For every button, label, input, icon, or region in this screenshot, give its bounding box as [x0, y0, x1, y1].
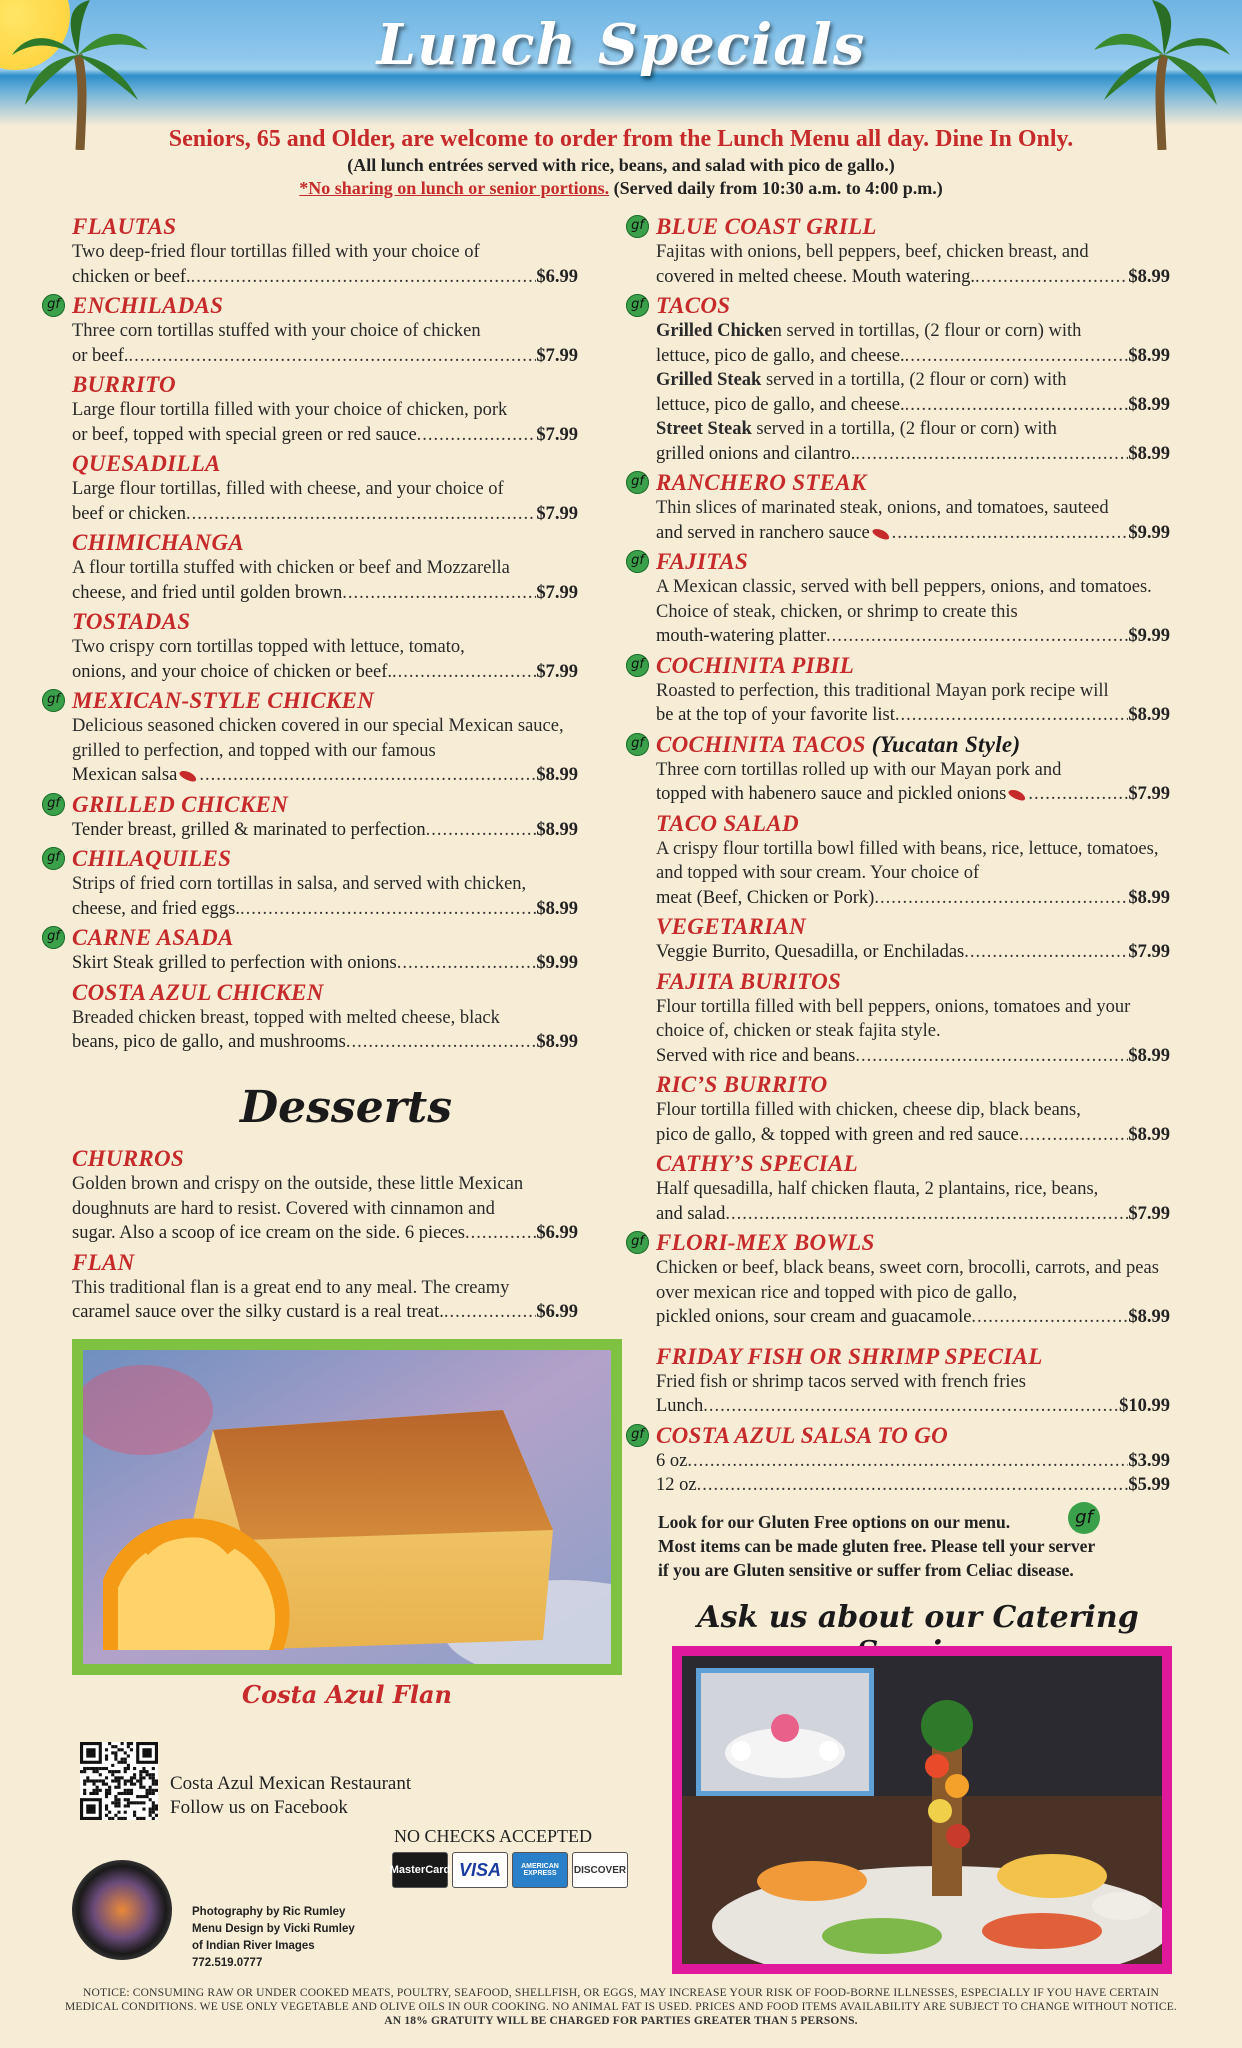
item-name-text: VEGETARIAN	[656, 914, 806, 939]
gluten-free-icon: gf	[626, 471, 649, 494]
leader-dots	[892, 521, 1129, 546]
taco-option-desc: n served in tortillas, (2 flour or corn) with	[772, 321, 1082, 341]
serving-hours	[0, 178, 1242, 199]
gluten-free-icon: gf	[626, 654, 649, 677]
item-name: FLAN	[72, 1249, 135, 1275]
item-price: $8.99	[1128, 1124, 1170, 1145]
item-name-text: MEXICAN-STYLE CHICKEN	[72, 688, 375, 713]
menu-item	[631, 214, 1170, 289]
item-name	[72, 792, 578, 818]
item-name-text: QUESADILLA	[72, 451, 221, 476]
price-line	[656, 344, 1170, 369]
price-line	[656, 703, 1170, 728]
item-last-line: Lunch	[656, 1396, 704, 1416]
leader-dots	[826, 624, 1128, 649]
menu-item	[631, 731, 1170, 807]
item-price: $8.99	[1128, 394, 1170, 415]
entrees-note: (All lunch entrées served with rice, beans, and salad with pico de gallo.)	[347, 155, 895, 175]
price-line	[656, 1473, 1170, 1498]
leader-dots	[444, 1300, 536, 1325]
price-line	[656, 1044, 1170, 1069]
item-price: $8.99	[536, 898, 578, 919]
item-last-line: beef or chicken	[72, 503, 187, 524]
gluten-free-icon: gf	[42, 926, 65, 949]
item-last-line: chicken or beef.	[72, 266, 191, 287]
price-line	[656, 521, 1170, 546]
item-last-line: pico de gallo, & topped with green and red sauce	[656, 1124, 1019, 1145]
item-last-line: Served with rice and beans	[656, 1045, 856, 1066]
price-line	[656, 782, 1170, 807]
page-title: Lunch Specials	[376, 12, 866, 78]
leader-dots	[855, 1044, 1128, 1069]
menu-item	[656, 811, 1170, 911]
restaurant-name: Costa Azul Mexican Restaurant	[170, 1773, 412, 1794]
leader-dots	[417, 423, 537, 448]
item-name-text: COCHINITA PIBIL	[656, 652, 855, 678]
item-price: $8.99	[536, 765, 578, 785]
item-last-line: 12 oz	[656, 1475, 697, 1495]
item-price: $8.99	[536, 819, 578, 840]
gratuity-notice: AN 18% GRATUITY WILL BE CHARGED FOR PARTIES GREATER THAN 5 PERSONS.	[384, 2015, 858, 2027]
item-name-text: FLORI-MEX BOWLS	[656, 1230, 875, 1255]
item-name	[72, 530, 578, 556]
menu-item	[656, 914, 1170, 965]
item-price: $7.99	[1128, 1203, 1170, 1224]
gf-note-line: Look for our Gluten Free options on our menu.	[658, 1512, 1011, 1532]
item-last-line: and served in ranchero sauce	[656, 522, 870, 543]
gluten-free-icon: gf	[626, 733, 649, 756]
price-line	[72, 897, 578, 922]
chili-pepper-icon	[1008, 788, 1028, 803]
item-last-line: Tender breast, grilled & marinated to perfection	[72, 819, 426, 840]
item-name-text: TOSTADAS	[72, 609, 191, 634]
visa-icon: VISA	[452, 1852, 508, 1888]
item-name	[656, 1423, 1170, 1449]
item-price: $7.99	[536, 503, 578, 524]
leader-dots	[465, 1221, 536, 1246]
item-last-line: cheese, and fried eggs.	[72, 898, 240, 919]
served-daily-note: (Served daily from 10:30 a.m. to 4:00 p.m.)	[609, 178, 943, 198]
leader-dots	[397, 951, 537, 976]
dessert-item	[72, 1146, 578, 1246]
leader-dots	[971, 1305, 1128, 1330]
leader-dots	[895, 703, 1128, 728]
leader-dots	[191, 265, 537, 290]
item-name-text: COSTA AZUL CHICKEN	[72, 979, 324, 1005]
chili-pepper-icon	[178, 769, 198, 784]
item-name-text: FAJITAS	[656, 549, 749, 574]
item-name-text: GRILLED CHICKEN	[72, 791, 289, 817]
item-price: $8.99	[1128, 1045, 1170, 1066]
item-name	[656, 969, 1170, 995]
table-setting-illustration	[701, 1673, 869, 1791]
item-description: Half quesadilla, half chicken flauta, 2 plantains, rice, beans,	[656, 1179, 1099, 1199]
price-line	[656, 624, 1170, 649]
item-name	[656, 732, 1170, 758]
item-description: Two deep-fried flour tortillas filled with your choice of	[72, 242, 480, 262]
item-price: $5.99	[1128, 1475, 1170, 1495]
no-sharing-note: *No sharing on lunch or senior portions.	[299, 178, 610, 198]
item-price: $6.99	[536, 266, 578, 287]
price-line	[72, 423, 578, 448]
item-description: Flour tortilla filled with chicken, cheese dip, black beans,	[656, 1100, 1081, 1120]
price-line	[656, 1449, 1170, 1474]
taco-option-name: Street Steak	[656, 419, 752, 439]
right-menu-column	[631, 214, 1170, 1502]
price-line	[656, 393, 1170, 418]
item-name-text: TACO SALAD	[656, 810, 799, 836]
dessert-item	[72, 1250, 578, 1325]
price-line	[72, 1030, 578, 1055]
chili-pepper-icon	[871, 526, 891, 541]
menu-item	[72, 214, 578, 289]
price-line	[656, 940, 1170, 965]
mastercard-icon: MasterCard	[392, 1852, 448, 1888]
item-description: Chicken or beef, black beans, sweet corn, brocolli, carrots, and peas over mexican rice and topped with pico de gallo,	[656, 1258, 1159, 1303]
item-name	[656, 1151, 1170, 1177]
item-name-text: CHILAQUILES	[72, 846, 232, 871]
item-price: $3.99	[1128, 1450, 1170, 1471]
design-credit: Menu Design by Vicki Rumley	[192, 1923, 355, 1935]
gluten-free-icon: gf	[626, 215, 649, 238]
item-price: $9.99	[1128, 626, 1170, 646]
item-name	[656, 653, 1170, 679]
item-last-line: sugar. Also a scoop of ice cream on the side. 6 pieces	[72, 1223, 466, 1243]
item-name	[656, 214, 1170, 240]
item-last-line: onions, and your choice of chicken or beef.	[72, 661, 393, 682]
leader-dots	[426, 818, 537, 843]
item-description: Two crispy corn tortillas topped with lettuce, tomato,	[72, 637, 465, 657]
item-name	[72, 293, 578, 319]
price-line	[72, 344, 578, 369]
item-price: $7.99	[536, 345, 578, 366]
item-name	[72, 372, 578, 398]
menu-item	[656, 1151, 1170, 1226]
photo-credit: Photography by Ric Rumley	[192, 1906, 346, 1918]
item-name	[72, 609, 578, 635]
left-menu-column	[47, 214, 578, 1059]
leader-dots	[129, 344, 537, 369]
leader-dots	[186, 502, 536, 527]
price-line	[656, 1394, 1170, 1419]
health-notice: NOTICE: CONSUMING RAW OR UNDER COOKED MEATS, POULTRY, SEAFOOD, SHELLFISH, OR EGGS, MAY INCREASE YOUR RISK OF FOOD-BORNE ILLNESSES, ESPECIALLY IF YOU HAVE CERTAIN MEDICAL CONDITIONS. WE USE ONLY VEGETABLE AND OLIVE OILS IN OUR COOKING. NO ANIMAL FAT IS USED. PRICES AND FOOD ITEMS AVAILABILITY ARE SUBJECT TO CHANGE WITHOUT NOTICE.	[65, 1987, 1177, 2013]
taco-option-desc: served in a tortilla, (2 flour or corn) with	[751, 419, 1057, 439]
amex-icon: AMERICAN EXPRESS	[512, 1852, 568, 1888]
item-description: Delicious seasoned chicken covered in our special Mexican sauce, grilled to perfection, and topped with our famous	[72, 716, 564, 761]
item-price: $7.99	[536, 661, 578, 682]
item-name	[72, 688, 578, 714]
item-description: A Mexican classic, served with bell peppers, onions, and tomatoes. Choice of steak, chicken, or shrimp to create this	[656, 577, 1152, 622]
item-description: Strips of fried corn tortillas in salsa, and served with chicken,	[72, 874, 527, 894]
price-line	[656, 1202, 1170, 1227]
item-last-line: or beef.	[72, 345, 129, 366]
menu-item	[47, 688, 578, 788]
item-price: $8.99	[1128, 705, 1170, 725]
item-description: Thin slices of marinated steak, onions, and tomatoes, sauteed	[656, 498, 1109, 518]
gluten-free-icon: gf	[1068, 1502, 1100, 1534]
item-name-text: CARNE ASADA	[72, 925, 234, 950]
item-name	[656, 293, 1170, 319]
desserts-heading: Desserts	[240, 1082, 452, 1133]
price-line	[72, 951, 578, 976]
catering-inset-photo	[696, 1668, 874, 1796]
price-line	[72, 763, 578, 788]
item-name	[656, 470, 1170, 496]
item-description: Large flour tortilla filled with your choice of chicken, pork	[72, 400, 508, 420]
leader-dots	[975, 265, 1128, 290]
price-line	[656, 1123, 1170, 1148]
menu-item	[631, 1230, 1170, 1330]
leader-dots	[392, 660, 536, 685]
item-name-text: TACOS	[656, 293, 731, 318]
menu-item	[656, 1344, 1170, 1419]
item-price: $7.99	[536, 582, 578, 603]
item-name	[72, 451, 578, 477]
item-description: This traditional flan is a great end to any meal. The creamy	[72, 1277, 510, 1298]
leader-dots	[342, 581, 536, 606]
menu-item	[631, 1422, 1170, 1498]
leader-dots	[199, 763, 536, 788]
price-line	[72, 265, 578, 290]
item-last-line: and salad	[656, 1203, 726, 1224]
price-line	[72, 660, 578, 685]
item-price: $9.99	[1128, 522, 1170, 543]
menu-item	[72, 451, 578, 526]
flan-illustration	[83, 1350, 611, 1664]
item-price: $8.99	[1128, 345, 1170, 366]
gluten-free-icon: gf	[42, 847, 65, 870]
item-price: $8.99	[536, 1032, 578, 1052]
no-checks-note: NO CHECKS ACCEPTED	[394, 1826, 593, 1846]
item-last-line: topped with habenero sauce and pickled onions	[656, 784, 1007, 804]
item-last-line: grilled onions and cilantro.	[656, 443, 856, 464]
leader-dots	[703, 1394, 1119, 1419]
leader-dots	[905, 344, 1129, 369]
item-name	[656, 549, 1170, 575]
item-last-line: cheese, and fried until golden brown	[72, 582, 343, 603]
beach-banner	[0, 0, 1242, 126]
catering-photo	[672, 1646, 1172, 1974]
leader-dots	[687, 1449, 1128, 1474]
taco-option-name: Grilled Chicke	[656, 321, 773, 341]
item-last-line: Mexican salsa	[72, 765, 178, 785]
menu-item	[656, 1072, 1170, 1147]
item-price: $8.99	[1128, 887, 1170, 908]
gluten-free-icon: gf	[626, 294, 649, 317]
price-line	[72, 502, 578, 527]
seniors-note: Seniors, 65 and Older, are welcome to order from the Lunch Menu all day. Dine In Only.	[168, 126, 1074, 152]
menu-item	[47, 846, 578, 921]
leader-dots	[346, 1030, 537, 1055]
item-name	[72, 846, 578, 872]
flan-photo	[72, 1339, 622, 1675]
item-last-line: Veggie Burrito, Quesadilla, or Enchiladas	[656, 942, 965, 962]
item-name-suffix: (Yucatan Style)	[865, 731, 1021, 757]
item-last-line: Skirt Steak grilled to perfection with onions	[72, 953, 397, 973]
item-description: Roasted to perfection, this traditional Mayan pork recipe will	[656, 680, 1109, 701]
item-last-line: caramel sauce over the silky custard is a real treat.	[72, 1302, 444, 1322]
item-description: Breaded chicken breast, topped with melted cheese, black	[72, 1007, 500, 1028]
item-description: Flour tortilla filled with bell peppers, onions, tomatoes and your choice of, chicken or steak fajita style.	[656, 996, 1131, 1041]
menu-item	[72, 372, 578, 447]
item-name	[72, 925, 578, 951]
price-line	[656, 265, 1170, 290]
price-line	[72, 581, 578, 606]
taco-option	[656, 368, 1170, 393]
gf-note-line: Most items can be made gluten free. Please tell your server	[658, 1536, 1096, 1556]
item-price: $7.99	[1128, 942, 1170, 962]
item-description: Three corn tortillas stuffed with your choice of chicken	[72, 321, 481, 341]
phone-number: 772.519.0777	[192, 1957, 263, 1969]
taco-option-name: Grilled Steak	[656, 370, 762, 390]
item-name	[656, 914, 1170, 940]
item-name-text: RANCHERO STEAK	[656, 470, 867, 495]
item-price: $8.99	[1128, 266, 1170, 287]
item-price: $9.99	[536, 953, 578, 973]
item-name-text: FRIDAY FISH OR SHRIMP SPECIAL	[656, 1343, 1043, 1369]
item-name-text: CHIMICHANGA	[72, 530, 245, 555]
item-description: Three corn tortillas rolled up with our Mayan pork and	[656, 759, 1062, 780]
leader-dots	[725, 1202, 1128, 1227]
company-credit: of Indian River Images	[192, 1940, 315, 1952]
item-last-line: be at the top of your favorite list	[656, 705, 895, 725]
catering-heading: Ask us about our Catering	[697, 1600, 1139, 1635]
item-description: Fajitas with onions, bell peppers, beef, chicken breast, and	[656, 242, 1089, 262]
item-last-line: beans, pico de gallo, and mushrooms	[72, 1032, 346, 1052]
menu-item	[631, 293, 1170, 466]
item-name-text: RIC’S BURRITO	[656, 1072, 828, 1097]
menu-item	[72, 609, 578, 684]
item-name: CHURROS	[72, 1146, 185, 1171]
item-description: Golden brown and crispy on the outside, these little Mexican doughnuts are hard to resist. Covered with cinnamon and	[72, 1174, 524, 1219]
menu-item	[72, 530, 578, 605]
item-last-line: lettuce, pico de gallo, and cheese.	[656, 394, 905, 415]
item-description: Fried fish or shrimp tacos served with french fries	[656, 1371, 1026, 1392]
item-last-line: mouth-watering platter	[656, 626, 827, 646]
leader-dots	[697, 1473, 1129, 1498]
discover-icon: DISCOVER	[572, 1852, 628, 1888]
gluten-free-icon: gf	[626, 1231, 649, 1254]
price-line	[72, 1221, 578, 1246]
item-name	[656, 1344, 1170, 1370]
gluten-free-icon: gf	[42, 689, 65, 712]
menu-item	[47, 293, 578, 368]
menu-item	[72, 980, 578, 1055]
gluten-free-icon: gf	[626, 1424, 649, 1447]
follow-text: Follow us on Facebook	[170, 1797, 348, 1818]
leader-dots	[1019, 1123, 1129, 1148]
gluten-free-icon: gf	[42, 294, 65, 317]
item-price: $8.99	[1128, 443, 1170, 464]
taco-option-desc: served in a tortilla, (2 flour or corn) with	[761, 370, 1067, 390]
desserts-list	[72, 1146, 578, 1329]
item-description: Large flour tortillas, filled with cheese, and your choice of	[72, 479, 504, 499]
item-name	[72, 980, 578, 1006]
menu-item	[47, 925, 578, 976]
leader-dots	[874, 886, 1128, 911]
facebook-follow	[170, 1772, 411, 1820]
item-price: $7.99	[1128, 784, 1170, 804]
leader-dots	[855, 442, 1128, 467]
footer-notice	[60, 1986, 1182, 2028]
gf-note-line: if you are Gluten sensitive or suffer from Celiac disease.	[658, 1560, 1074, 1580]
item-price: $7.99	[536, 424, 578, 445]
flan-caption: Costa Azul Flan	[242, 1680, 452, 1709]
item-name-text: FLAUTAS	[72, 214, 177, 239]
item-last-line: covered in melted cheese. Mouth watering.	[656, 266, 976, 287]
gluten-free-icon: gf	[42, 793, 65, 816]
credits	[192, 1904, 355, 1972]
item-description: A flour tortilla stuffed with chicken or beef and Mozzarella	[72, 558, 510, 578]
item-name	[656, 811, 1170, 837]
item-name	[72, 214, 578, 240]
price-line	[72, 818, 578, 843]
item-name-text: CATHY’S SPECIAL	[656, 1151, 858, 1176]
gluten-free-icon: gf	[626, 550, 649, 573]
lunch-notice	[0, 126, 1242, 199]
item-name	[656, 1072, 1170, 1098]
item-price: $8.99	[1128, 1307, 1170, 1327]
price-line	[72, 1300, 578, 1325]
item-last-line: lettuce, pico de gallo, and cheese.	[656, 345, 905, 366]
item-name-text: ENCHILADAS	[72, 293, 224, 318]
item-last-line: 6 oz	[656, 1450, 688, 1471]
leader-dots	[1028, 782, 1128, 807]
leader-dots	[964, 940, 1128, 965]
item-name-text: BURRITO	[72, 372, 176, 397]
item-price: $6.99	[536, 1302, 578, 1322]
camera-lens-logo	[72, 1860, 172, 1960]
item-name-text: FAJITA BURITOS	[656, 968, 842, 994]
item-name-text: COSTA AZUL SALSA TO GO	[656, 1422, 949, 1448]
item-last-line: or beef, topped with special green or red sauce	[72, 424, 417, 445]
item-price: $10.99	[1119, 1396, 1170, 1416]
item-description: A crispy flour tortilla bowl filled with beans, rice, lettuce, tomatoes, and topped with sour cream. Your choice of	[656, 838, 1159, 883]
item-last-line: pickled onions, sour cream and guacamole	[656, 1307, 972, 1327]
menu-item	[656, 969, 1170, 1069]
item-last-line: meat (Beef, Chicken or Pork)	[656, 887, 875, 908]
menu-item	[631, 652, 1170, 728]
item-price: $6.99	[536, 1223, 578, 1243]
leader-dots	[905, 393, 1129, 418]
item-name-text: BLUE COAST GRILL	[656, 214, 877, 239]
leader-dots	[240, 897, 536, 922]
price-line	[656, 886, 1170, 911]
taco-option	[656, 417, 1170, 442]
item-name-text: COCHINITA TACOS	[656, 731, 866, 757]
taco-option	[656, 319, 1170, 344]
menu-item	[631, 549, 1170, 649]
item-name	[656, 1230, 1170, 1256]
price-line	[656, 442, 1170, 467]
payment-cards	[389, 1852, 628, 1888]
price-line	[656, 1305, 1170, 1330]
menu-item	[631, 470, 1170, 545]
menu-item	[47, 791, 578, 843]
qr-code[interactable]	[80, 1742, 158, 1820]
